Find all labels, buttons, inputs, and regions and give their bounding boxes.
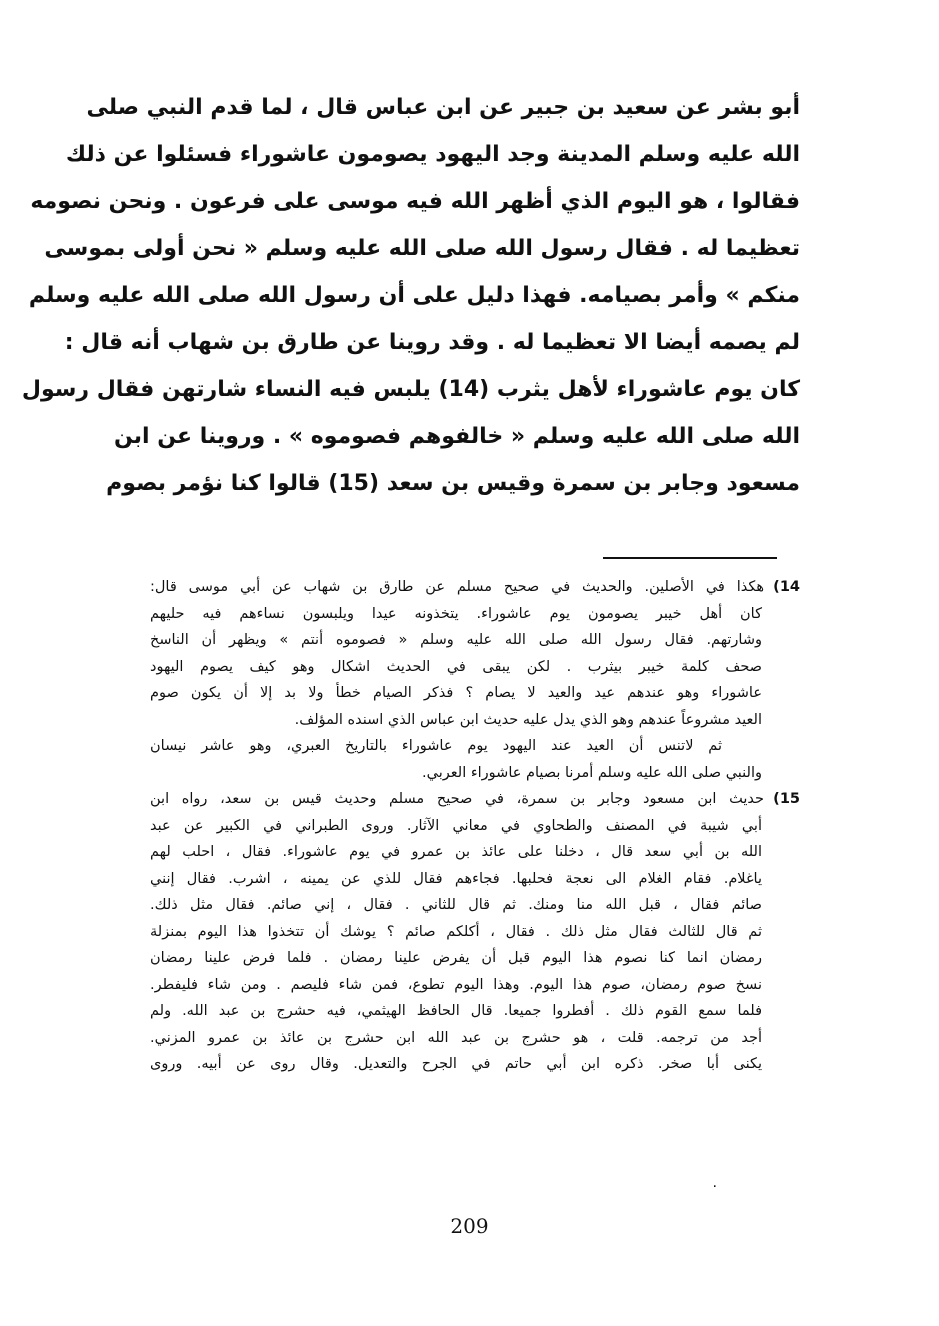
footnote-line: ياغلام. فقام الغلام الى نعجة فحلبها. فجاءهم فقال للذي عن يمينه ، اشرب. فقال إنني bbox=[150, 870, 762, 887]
footnote-line: ثم قال للثالث فقال مثل ذلك . فقال ، أكلكم صائم ؟ يوشك أن تتخذوا هذا اليوم بمنزلة bbox=[150, 923, 762, 940]
main-line-9: مسعود وجابر بن سمرة وقيس بن سعد (15) قالوا كنا نؤمر بصوم bbox=[106, 471, 800, 496]
footnote-line: وشارتهم. فقال رسول الله صلى الله عليه وسلم « فصوموه أنتم » ويظهر أن الناسخ bbox=[150, 632, 762, 648]
footnote-line: كان أهل خيبر يصومون يوم عاشوراء. يتخذونه عيدا ويلبسون نساءهم فيه حليهم bbox=[150, 605, 762, 622]
footnote-line: رمضان انما كنا نصوم هذا اليوم قبل أن يفرض علينا رمضان . فلما فرض علينا رمضان bbox=[150, 950, 762, 966]
footnote-14 bbox=[150, 574, 800, 786]
footnote-line bbox=[150, 786, 800, 813]
main-line-7: كان يوم عاشوراء لأهل يثرب (14) يلبس فيه النساء شارتهن فقال رسول bbox=[21, 377, 800, 402]
footnote-line: فلما سمع القوم ذلك . أفطروا جميعا. قال الحافظ الهيثمي، فيه حشرج بن عبد الله. ولم bbox=[150, 1003, 762, 1019]
page-number: 209 bbox=[450, 1214, 489, 1238]
footnote-line: عاشوراء وهو عندهم عيد والعيد لا يصام ؟ فذكر الصيام خطأ ولا بد إلا أن يكون صوم bbox=[150, 685, 762, 701]
footnote-line: نسخ صوم رمضان، صوم هذا اليوم. وهذا اليوم تطوع، فمن شاء فليصم . ومن شاء فليفطر. bbox=[150, 976, 762, 993]
footnote-line: صائم فقال ، قبل الله منا ومنك. ثم قال للثاني . فقال ، إني صائم. فقال مثل ذلك. bbox=[150, 897, 762, 913]
footnote-line: والنبي صلى الله عليه وسلم أمرنا بصيام عاشوراء العربي. bbox=[422, 764, 762, 781]
footnote-line: أبي شيبة في المصنف والطحاوي في معاني الآثار. وروى الطبراني في الكبير عن عبد bbox=[150, 817, 762, 834]
footnote-text: هكذا في الأصلين. والحديث في صحيح مسلم عن طارق بن شهاب عن أبي موسى قال: bbox=[150, 579, 764, 595]
main-body-text bbox=[21, 84, 800, 507]
footnote-line: العيد مشروعاً عندهم وهو الذي يدل عليه حديث ابن عباس الذي اسنده المؤلف. bbox=[294, 711, 762, 728]
main-line-8: الله صلى الله عليه وسلم « خالفوهم فصوموه » . وروينا عن ابن bbox=[113, 424, 800, 449]
main-line-6: لم يصمه أيضا الا تعظيما له . وقد روينا عن طارق بن شهاب أنه قال : bbox=[64, 330, 800, 355]
footnote-line: صحف كلمة خيبر بيثرب . لكن يبقى في الحديث اشكال وهو كيف يصوم اليهود bbox=[150, 658, 762, 675]
footnote-line bbox=[150, 574, 800, 601]
footnote-line: أجد من ترجمه. قلت ، هو حشرج بن عبد الله ابن حشرج بن عائذ بن عمرو المزني. bbox=[150, 1029, 762, 1046]
footnote-number: 15) bbox=[773, 791, 800, 807]
continuation-mark: ٠ bbox=[711, 1178, 719, 1194]
main-line-2: الله عليه وسلم المدينة وجد اليهود يصومون عاشوراء فسئلوا عن ذلك bbox=[65, 142, 800, 167]
main-line-5: منكم » وأمر بصيامه. فهذا دليل على أن رسول الله صلى الله عليه وسلم bbox=[28, 283, 800, 308]
footnote-line: الله بن أبي سعد قال ، دخلنا على عائذ بن عمرو في يوم عاشوراء. فقال ، احلب لهم bbox=[150, 844, 762, 860]
main-line-3: فقالوا ، هو اليوم الذي أظهر الله فيه موسى على فرعون . ونحن نصومه bbox=[30, 189, 800, 214]
footnote-text: حديث ابن مسعود وجابر بن سمرة، في صحيح مسلم وحديث قيس بن سعد، رواه ابن bbox=[150, 791, 764, 807]
main-line-4: تعظيما له . فقال رسول الله صلى الله عليه وسلم « نحن أولى بموسى bbox=[44, 236, 800, 261]
footnote-number: 14) bbox=[773, 579, 800, 595]
footnote-line: يكنى أبا صخر. ذكره ابن أبي حاتم في الجرح والتعديل. وقال روى عن أبيه. وروى bbox=[150, 1056, 762, 1072]
footnote-15 bbox=[150, 786, 800, 1078]
footnotes bbox=[150, 574, 800, 1078]
footnote-line: ثم لاتنس أن العيد عند اليهود يوم عاشوراء بالتاريخ العبري، وهو عاشر نيسان bbox=[150, 738, 722, 754]
footnote-separator bbox=[603, 557, 777, 559]
main-line-1: أبو بشر عن سعيد بن جبير عن ابن عباس قال ، لما قدم النبي صلى bbox=[86, 95, 800, 120]
